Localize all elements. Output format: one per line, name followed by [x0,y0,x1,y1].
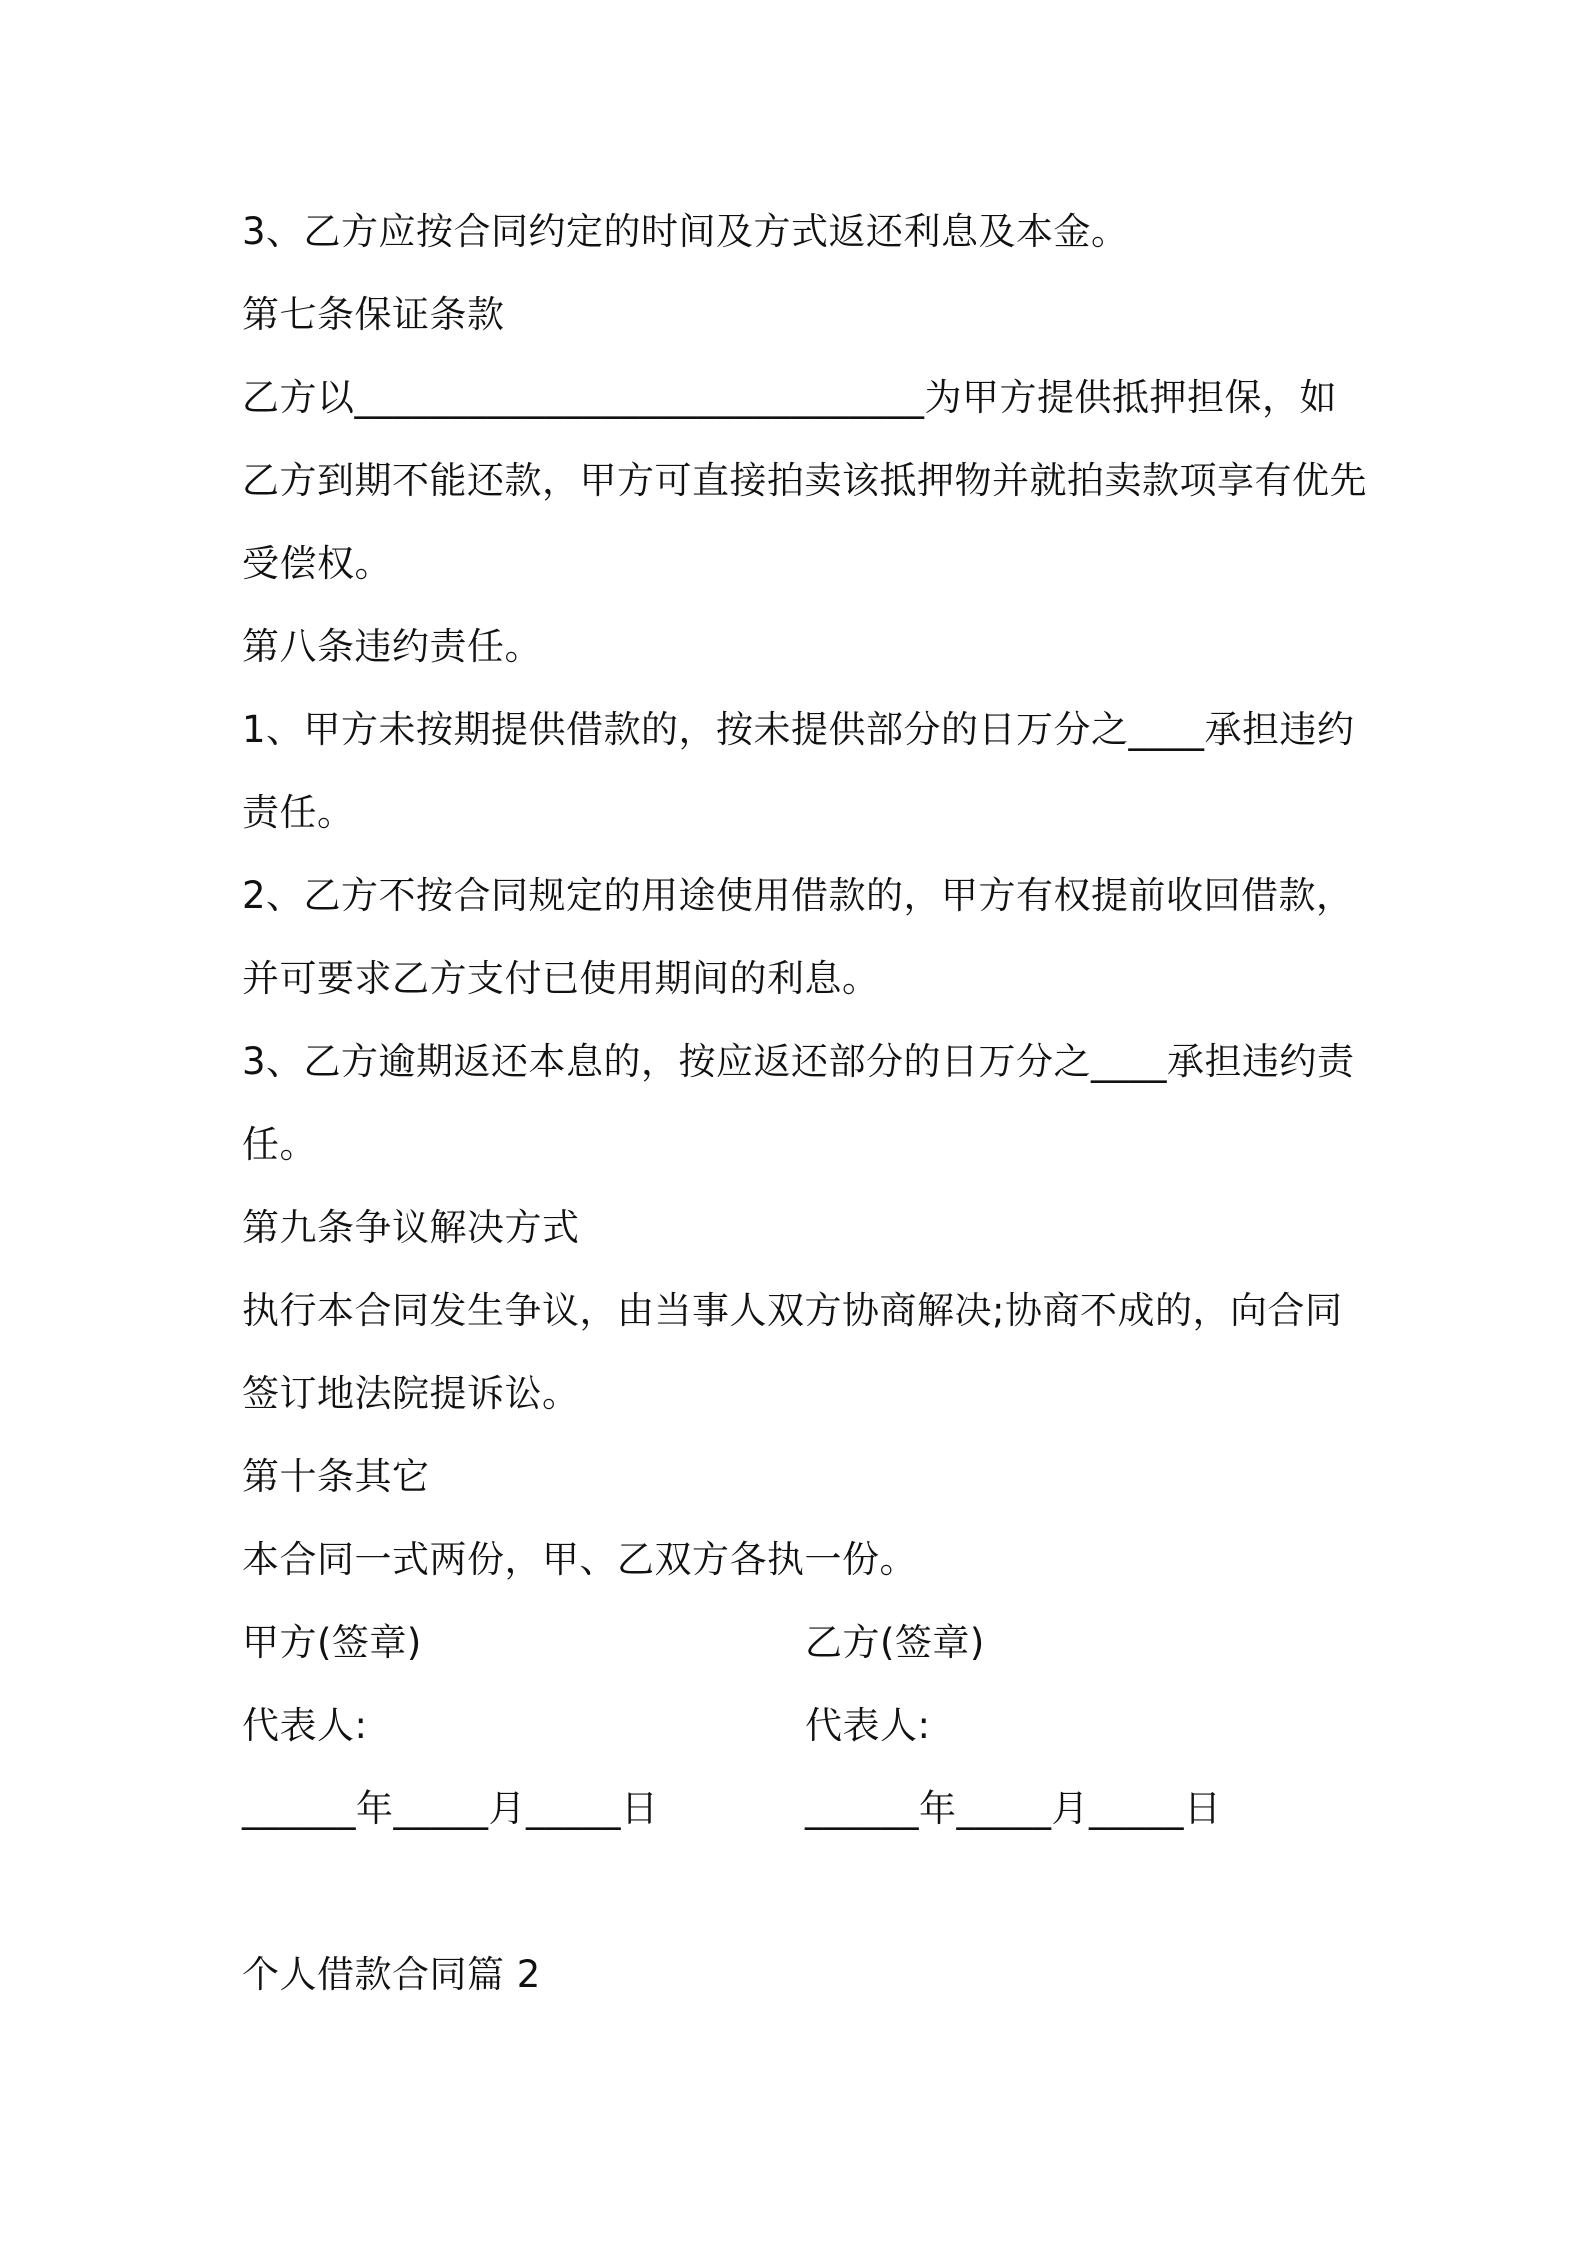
clause-6-item-3: 3、乙方应按合同约定的时间及方式返还利息及本金。 [242,210,1129,253]
clause-10-heading: 第十条其它 [242,1455,430,1498]
party-b-signature-label: 乙方(签章) [805,1621,985,1664]
clause-8-item-2-line-1: 2、乙方不按合同规定的用途使用借款的，甲方有权提前收回借款， [242,874,1354,917]
clause-8-heading: 第八条违约责任。 [242,625,542,668]
party-a-signature-label: 甲方(签章) [242,1621,422,1664]
clause-8-item-3-line-1: 3、乙方逾期返还本息的，按应返还部分的日万分之____承担违约责 [242,1040,1355,1083]
party-a-representative: 代表人: [242,1704,368,1747]
clause-8-item-3-line-2: 任。 [242,1123,317,1166]
clause-7-text-line-1: 乙方以______________________________为甲方提供抵押担保，如 [242,376,1337,419]
next-section-title: 个人借款合同篇 2 [242,1953,541,1996]
clause-7-heading: 第七条保证条款 [242,293,505,336]
party-b-representative: 代表人: [805,1704,931,1747]
clause-9-heading: 第九条争议解决方式 [242,1206,580,1249]
clause-9-text-line-1: 执行本合同发生争议，由当事人双方协商解决;协商不成的，向合同 [242,1289,1343,1332]
clause-8-item-1-line-2: 责任。 [242,791,355,834]
party-b-date: ______年_____月_____日 [805,1787,1222,1830]
clause-10-text: 本合同一式两份，甲、乙双方各执一份。 [242,1538,917,1581]
clause-9-text-line-2: 签订地法院提诉讼。 [242,1372,580,1415]
clause-7-text-line-2: 乙方到期不能还款，甲方可直接拍卖该抵押物并就拍卖款项享有优先 [242,459,1367,502]
clause-8-item-1-line-1: 1、甲方未按期提供借款的，按未提供部分的日万分之____承担违约 [242,708,1355,751]
clause-8-item-2-line-2: 并可要求乙方支付已使用期间的利息。 [242,957,880,1000]
clause-7-text-line-3: 受偿权。 [242,542,392,585]
party-a-date: ______年_____月_____日 [242,1787,659,1830]
